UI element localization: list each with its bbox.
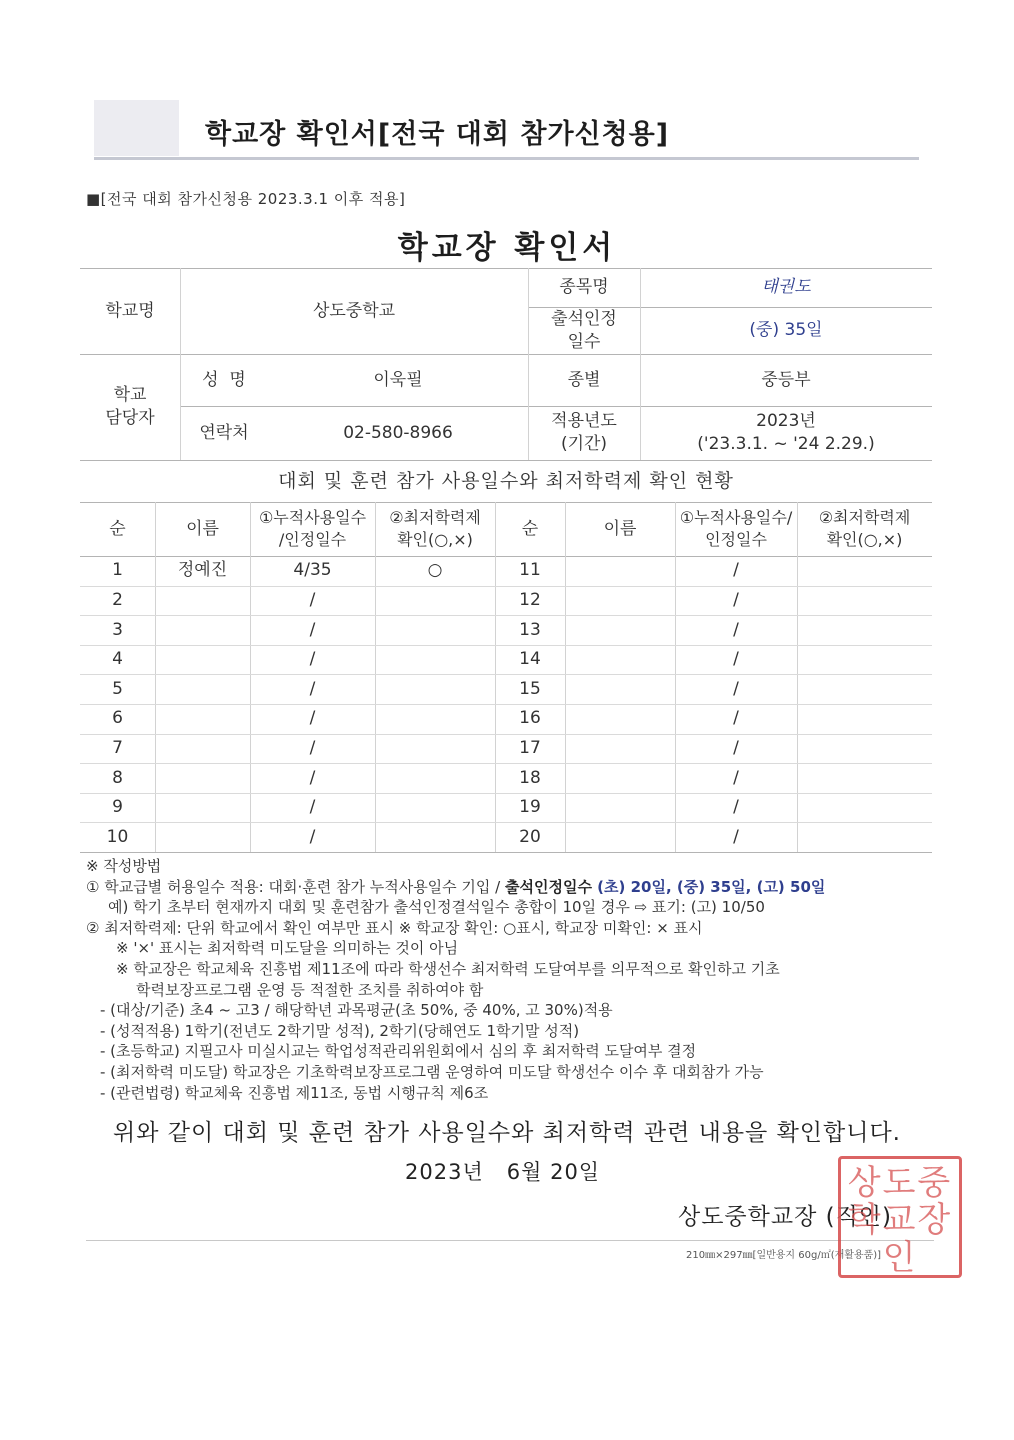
row-used-days-right: / [733, 708, 739, 729]
row-no-right: 16 [519, 708, 541, 729]
row-no: 2 [112, 589, 123, 610]
header-no: 순 [109, 518, 126, 539]
row-divider [80, 704, 932, 705]
row-academic-check-right [797, 615, 932, 645]
row-no: 10 [106, 826, 129, 847]
name-value: 이욱필 [373, 369, 423, 390]
detail-4: - (최저학력 미도달) 학교장은 기초학력보장프로그램 운영하여 미도달 학생선수 이수 후 대회참가 가능 [100, 1062, 764, 1081]
row-academic-check-right [797, 793, 932, 823]
row-name-right [565, 822, 675, 852]
row-no: 9 [112, 797, 123, 818]
attendance-label [528, 307, 640, 354]
page-title: 학교장 확인서 [397, 230, 617, 266]
row-used-days-right: / [733, 678, 739, 699]
row-divider [80, 793, 932, 794]
row-divider [80, 586, 932, 587]
row-academic-check-right [797, 586, 932, 616]
note-1-days: (초) 20일, (중) 35일, (고) 50일 [591, 877, 826, 896]
header-min-academic-right-line1: ②최저학력제 [818, 508, 911, 528]
row-used-days-right: / [733, 826, 739, 847]
row-no-right: 11 [519, 560, 541, 581]
row-name [155, 734, 250, 764]
row-used-days: / [309, 619, 316, 640]
year-label-line2: (기간) [560, 434, 608, 454]
row-used-days-right: / [733, 737, 739, 758]
row-name [155, 615, 250, 645]
row-academic-check-right [797, 674, 932, 704]
contact-label: 연락처 [199, 422, 249, 443]
row-name-right [565, 615, 675, 645]
row-used-days: / [309, 649, 316, 670]
row-no-right: 15 [519, 678, 541, 699]
manager-label-line1: 학교 [113, 385, 147, 406]
row-no-right: 13 [519, 619, 541, 640]
row-used-days: / [309, 589, 316, 610]
header-used-days-right [675, 502, 797, 556]
row-academic-check-right [797, 822, 932, 852]
row-name [155, 704, 250, 734]
note-1-bold: 출석인정일수 [505, 877, 592, 896]
detail-2: - (성적적용) 1학기(전년도 2학기말 성적), 2학기(당해연도 1학기말 성적) [100, 1021, 580, 1040]
row-name-right [565, 556, 675, 586]
school-value: 상도중학교 [312, 300, 396, 321]
header-used-days-line1: ①누적사용일수 [258, 508, 367, 528]
banner-title: 학교장 확인서[전국 대회 참가신청용] [205, 119, 670, 150]
header-name-right: 이름 [603, 518, 637, 539]
note-2-a: ※ '×' 표시는 최저학력 미도달을 의미하는 것이 아님 [116, 939, 459, 958]
header-min-academic-right-line2: 확인(○,×) [826, 530, 903, 549]
row-divider [80, 645, 932, 646]
row-academic-check [375, 763, 495, 793]
row-name-right [565, 704, 675, 734]
info-divider [80, 460, 932, 461]
row-divider [80, 822, 932, 823]
header-used-days [250, 502, 375, 556]
event-value: 태권도 [761, 277, 811, 298]
division-label: 종별 [567, 369, 601, 390]
row-name-right [565, 645, 675, 675]
year-value [640, 406, 932, 460]
name-label: 성 명 [202, 369, 246, 390]
year-value-line1: 2023년 [756, 411, 816, 432]
row-name-right [565, 793, 675, 823]
row-academic-check-right [797, 645, 932, 675]
row-academic-check: ○ [427, 560, 443, 581]
note-2: ② 최저학력제: 단위 학교에서 확인 여부만 표시 ※ 학교장 확인: ○표시, 학교장 미확인: × 표시 [86, 918, 703, 937]
note-1-example: 예) 학기 초부터 현재까지 대회 및 훈련참가 출석인정결석일수 총합이 10일 경우 ⇨ 표기: (고) 10/50 [108, 898, 765, 917]
row-divider [80, 615, 932, 616]
row-academic-check-right [797, 734, 932, 764]
issue-date: 2023년 6월 20일 [405, 1160, 601, 1184]
row-no: 5 [112, 678, 123, 699]
row-academic-check [375, 822, 495, 852]
row-used-days: 4/35 [293, 560, 332, 581]
header-no-right: 순 [521, 518, 539, 539]
header-min-academic-line1: ②최저학력제 [389, 508, 481, 528]
row-name: 정예진 [177, 560, 228, 581]
note-2-b2: 학력보장프로그램 운영 등 적절한 조치를 취하여야 함 [136, 980, 484, 999]
header-used-days-right-line2: 인정일수 [705, 530, 767, 549]
header-min-academic-right [797, 502, 932, 556]
row-academic-check [375, 734, 495, 764]
row-used-days-right: / [733, 649, 739, 670]
row-academic-check [375, 586, 495, 616]
header-name: 이름 [186, 518, 219, 539]
banner-underline [94, 157, 919, 160]
row-name-right [565, 674, 675, 704]
row-academic-check [375, 793, 495, 823]
note-1 [86, 877, 946, 898]
row-used-days-right: / [733, 767, 739, 788]
row-used-days: / [309, 737, 316, 758]
row-no-right: 14 [519, 649, 541, 670]
row-name-right [565, 734, 675, 764]
row-used-days: / [309, 826, 316, 847]
footer-divider [86, 1240, 934, 1241]
row-academic-check [375, 645, 495, 675]
row-name [155, 645, 250, 675]
school-label: 학교명 [105, 300, 155, 321]
confirmation-statement: 위와 같이 대회 및 훈련 참가 사용일수와 최저학력 관련 내용을 확인합니다. [113, 1120, 901, 1146]
row-name [155, 793, 250, 823]
row-no-right: 17 [519, 737, 541, 758]
row-used-days: / [309, 708, 316, 729]
manager-label [80, 354, 180, 460]
row-used-days-right: / [733, 560, 739, 581]
paper-spec: 210㎜×297㎜[일반용지 60g/㎡(재활용품)] [686, 1250, 882, 1261]
header-min-academic [375, 502, 495, 556]
row-name [155, 822, 250, 852]
writing-instructions [86, 856, 946, 1103]
banner-decoration [94, 100, 179, 156]
row-no: 4 [112, 649, 123, 670]
seal-graphic: 상도중 학교장인 [847, 1163, 953, 1278]
row-used-days-right: / [733, 619, 739, 640]
notes-heading: ※ 작성방법 [86, 857, 162, 875]
contact-value: 02-580-8966 [343, 422, 453, 443]
row-academic-check-right [797, 704, 932, 734]
manager-label-line2: 담당자 [105, 408, 155, 428]
detail-1: - (대상/기준) 초4 ~ 고3 / 해당학년 과목평균(초 50%, 중 40%, 고 30%)적용 [100, 1001, 613, 1020]
applicability-notice: ■[전국 대회 참가신청용 2023.3.1 이후 적용] [86, 190, 406, 208]
row-no: 6 [112, 708, 123, 729]
detail-3: - (초등학교) 지필고사 미실시교는 학업성적관리위원회에서 심의 후 최저학력 도달여부 결정 [100, 1042, 697, 1061]
row-divider [80, 763, 932, 764]
row-no-right: 12 [519, 589, 541, 610]
year-label-line1: 적용년도 [551, 411, 617, 432]
header-used-days-right-line1: ①누적사용일수/ [679, 508, 793, 528]
row-no: 7 [112, 737, 123, 758]
year-value-line2: ('23.3.1. ~ '24 2.29.) [697, 434, 875, 454]
row-divider [80, 734, 932, 735]
note-2-b1: ※ 학교장은 학교체육 진흥법 제11조에 따라 학생선수 최저학력 도달여부를 의무적으로 확인하고 기초 [116, 959, 780, 978]
row-name [155, 586, 250, 616]
row-used-days: / [309, 767, 316, 788]
row-no-right: 18 [519, 767, 541, 788]
event-label: 종목명 [559, 277, 609, 298]
row-no: 1 [112, 560, 123, 581]
row-used-days-right: / [733, 589, 739, 610]
row-name-right [565, 586, 675, 616]
row-used-days: / [309, 678, 316, 699]
row-academic-check [375, 674, 495, 704]
official-seal [838, 1156, 962, 1278]
row-name [155, 763, 250, 793]
row-used-days-right: / [733, 797, 739, 818]
row-academic-check-right [797, 763, 932, 793]
row-academic-check [375, 704, 495, 734]
attendance-label-line2: 일수 [567, 331, 601, 352]
division-value: 중등부 [761, 369, 811, 390]
header-used-days-line2: /인정일수 [278, 530, 347, 549]
row-name-right [565, 763, 675, 793]
detail-5: - (관련법령) 학교체육 진흥법 제11조, 동법 시행규칙 제6조 [100, 1083, 489, 1102]
row-academic-check-right [797, 556, 932, 586]
attendance-value: (중) 35일 [749, 320, 823, 341]
header-min-academic-line2: 확인(○,×) [397, 530, 473, 549]
row-divider [80, 674, 932, 675]
principal-signature: 상도중학교장 (직인) [678, 1204, 893, 1230]
attendance-label-line1: 출석인정 [551, 308, 617, 329]
section-title: 대회 및 훈련 참가 사용일수와 최저학력제 확인 현황 [278, 470, 734, 493]
year-label [528, 406, 640, 460]
note-1-text: ① 학교급별 허용일수 적용: 대회·훈련 참가 누적사용일수 기입 / [86, 877, 505, 896]
usage-border-bottom [80, 852, 932, 853]
row-no: 3 [112, 619, 123, 640]
row-academic-check [375, 615, 495, 645]
row-name [155, 674, 250, 704]
row-no-right: 20 [519, 826, 541, 847]
row-no: 8 [112, 767, 123, 788]
row-used-days: / [309, 797, 316, 818]
row-no-right: 19 [519, 797, 541, 818]
